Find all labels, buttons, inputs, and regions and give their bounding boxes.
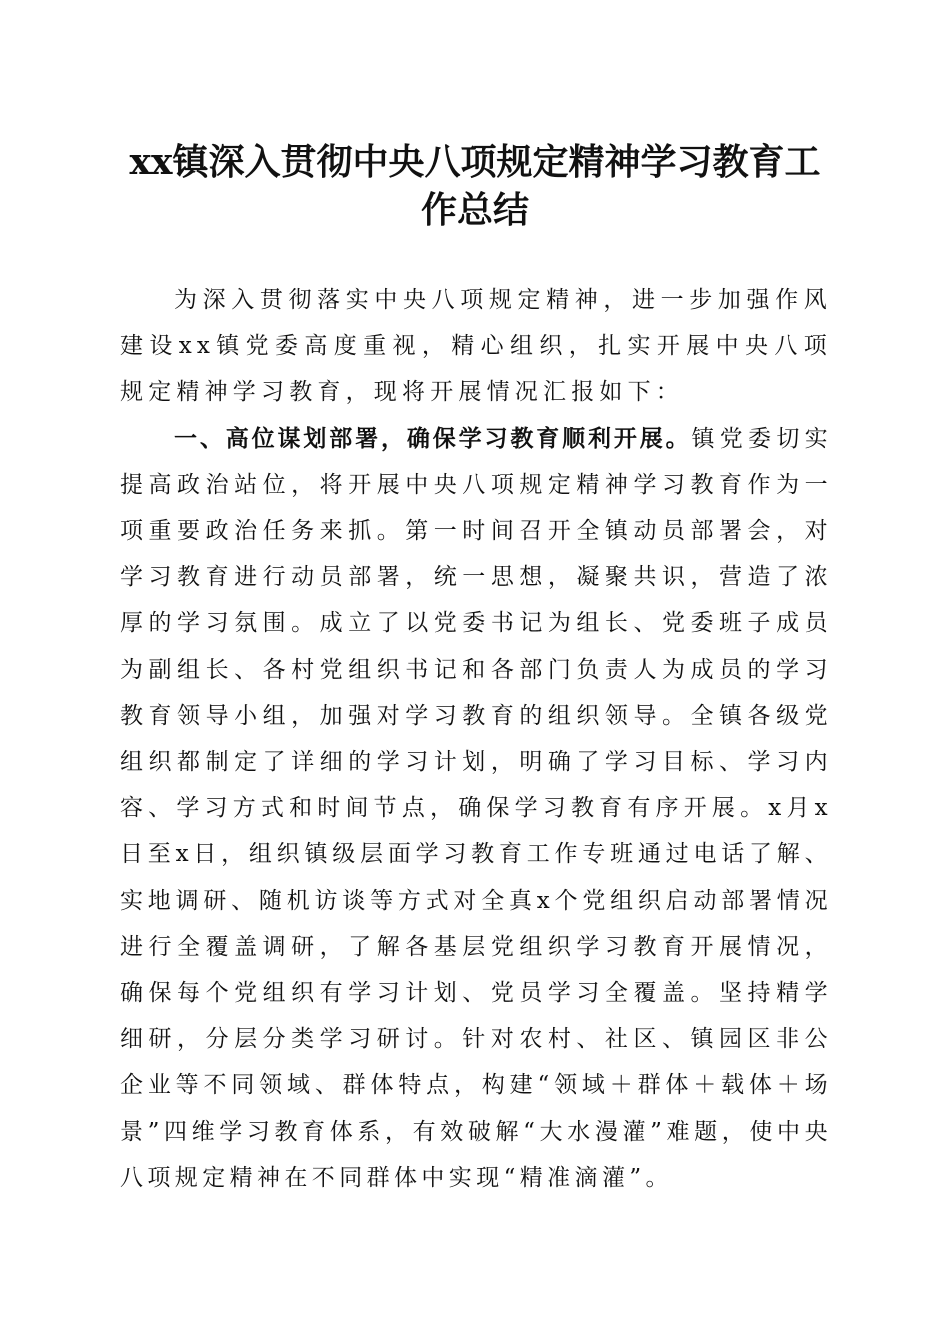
intro-paragraph: 为深入贯彻落实中央八项规定精神，进一步加强作风建设xx镇党委高度重视，精心组织，扎实开展中央八项规定精神学习教育，现将开展情况汇报如下：: [120, 287, 832, 406]
section-1-paragraph: [120, 416, 832, 1201]
section-1-heading: 一、高位谋划部署，确保学习教育顺利开展。: [174, 425, 692, 452]
document-title: [120, 138, 830, 234]
title-line-1: xx镇深入贯彻中央八项规定精神学习教育工: [129, 141, 821, 183]
title-line-2: 作总结: [420, 189, 529, 231]
section-1-body: 镇党委切实提高政治站位，将开展中央八项规定精神学习教育作为一项重要政治任务来抓。第一时间召开全镇动员部署会，对学习教育进行动员部署，统一思想，凝聚共识，营造了浓厚的学习氛围。成立了以党委书记为组长、党委班子成员为副组长、各村党组织书记和各部门负责人为成员的学习教育领导小组，加强对学习教育的组织领导。全镇各级党组织都制定了详细的学习计划，明确了学习目标、学习内容、学习方式和时间节点，确保学习教育有序开展。x月x日至x日，组织镇级层面学习教育工作专班通过电话了解、实地调研、随机访谈等方式对全真x个党组织启动部署情况进行全覆盖调研，了解各基层党组织学习教育开展情况，确保每个党组织有学习计划、党员学习全覆盖。坚持精学细研，分层分类学习研讨。针对农村、社区、镇园区非公企业等不同领域、群体特点，构建“领域＋群体＋载体＋场景”四维学习教育体系，有效破解“大水漫灌”难题，使中央八项规定精神在不同群体中实现“精准滴灌”。: [120, 425, 832, 1191]
document-body: [120, 277, 832, 1201]
